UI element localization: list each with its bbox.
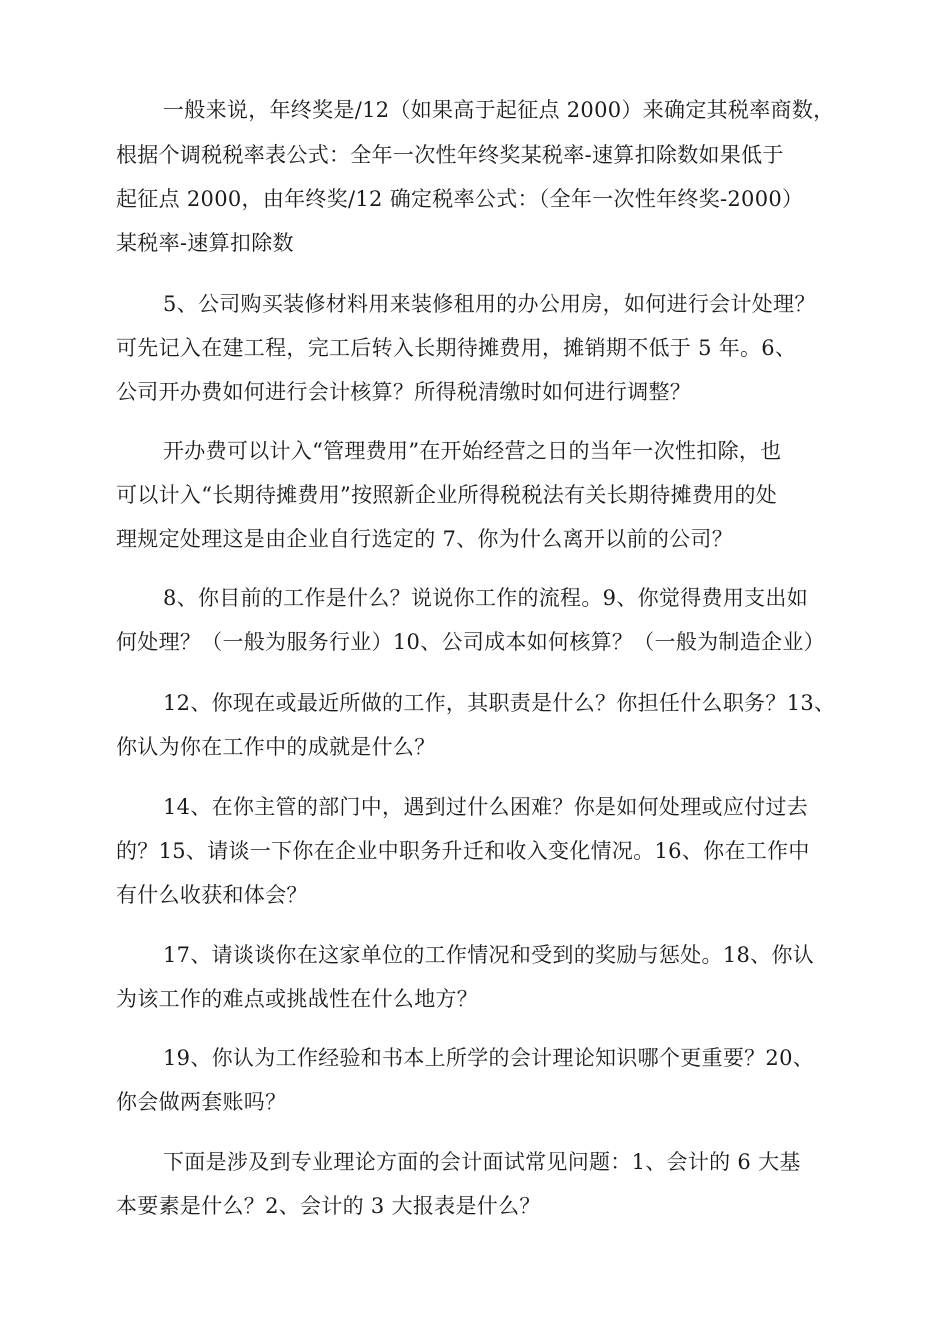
text-line: 5、公司购买装修材料用来装修租用的办公用房，如何进行会计处理？	[163, 292, 816, 316]
text-line: 理规定处理这是由企业自行选定的 7、你为什么离开以前的公司？	[116, 527, 734, 551]
text-line: 可先记入在建工程，完工后转入长期待摊费用，摊销期不低于 5 年。6、	[116, 336, 797, 360]
text-line: 可以计入“长期待摊费用”按照新企业所得税税法有关长期待摊费用的处	[116, 483, 778, 507]
text-line: 根据个调税税率表公式：全年一次性年终奖某税率-速算扣除数如果低于	[116, 143, 784, 167]
text-line: 17、请谈谈你在这家单位的工作情况和受到的奖励与惩处。18、你认	[163, 943, 815, 967]
text-line: 何处理？（一般为服务行业）10、公司成本如何核算？（一般为制造企业）	[116, 630, 825, 654]
text-line: 为该工作的难点或挑战性在什么地方？	[116, 987, 479, 1011]
text-line: 你认为你在工作中的成就是什么？	[116, 735, 436, 759]
text-line: 本要素是什么？2、会计的 3 大报表是什么？	[116, 1194, 541, 1218]
text-line: 开办费可以计入“管理费用”在开始经营之日的当年一次性扣除，也	[163, 439, 782, 463]
text-line: 下面是涉及到专业理论方面的会计面试常见问题：1、会计的 6 大基	[163, 1150, 801, 1174]
text-line: 起征点 2000，由年终奖/12 确定税率公式：（全年一次性年终奖-2000）	[116, 187, 804, 211]
text-line: 公司开办费如何进行会计核算？所得税清缴时如何进行调整？	[116, 380, 692, 404]
text-line: 你会做两套账吗？	[116, 1090, 287, 1114]
text-line: 一般来说，年终奖是/12（如果高于起征点 2000）来确定其税率商数，	[163, 98, 835, 122]
text-line: 8、你目前的工作是什么？说说你工作的流程。9、你觉得费用支出如	[163, 586, 809, 610]
text-line: 的？15、请谈一下你在企业中职务升迁和收入变化情况。16、你在工作中	[116, 839, 810, 863]
text-line: 14、在你主管的部门中，遇到过什么困难？你是如何处理或应付过去	[163, 795, 809, 819]
text-line: 19、你认为工作经验和书本上所学的会计理论知识哪个更重要？20、	[163, 1046, 815, 1070]
text-line: 有什么收获和体会？	[116, 883, 308, 907]
text-line: 12、你现在或最近所做的工作，其职责是什么？你担任什么职务？13、	[163, 691, 836, 715]
text-line: 某税率-速算扣除数	[116, 231, 294, 255]
